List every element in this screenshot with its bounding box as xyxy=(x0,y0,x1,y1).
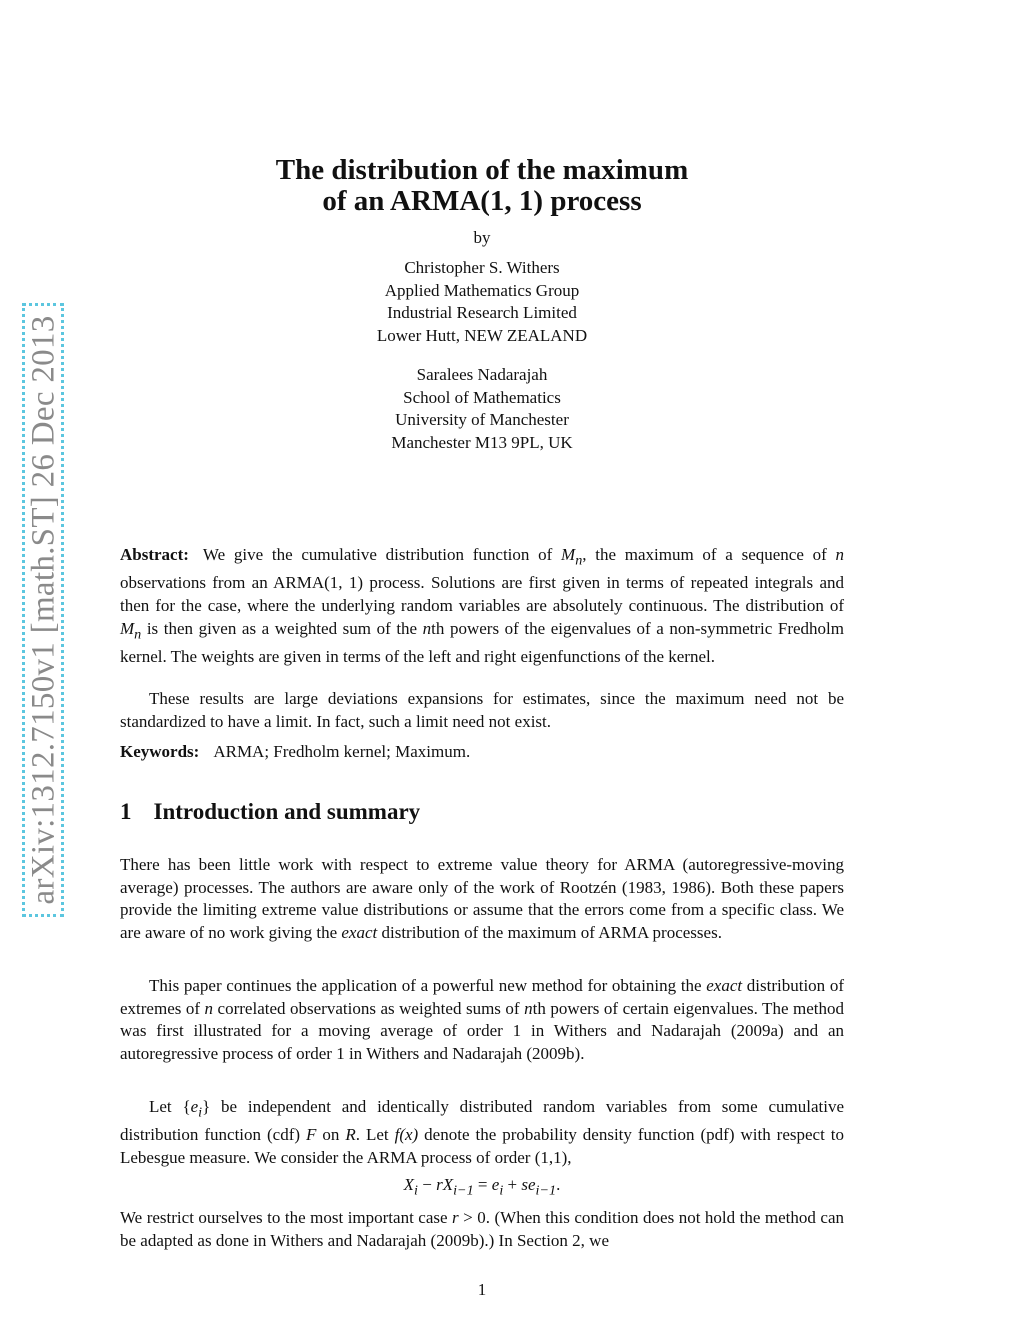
arxiv-stamp: arXiv:1312.7150v1 [math.ST] 26 Dec 2013 xyxy=(25,315,62,905)
intro-paragraph-4: We restrict ourselves to the most important case r > 0. (When this condition does not hold the method can be adapted as done in Withers and Nadarajah (2009b).) In Section 2, we xyxy=(120,1208,844,1250)
keywords-label: Keywords: xyxy=(120,742,200,761)
affiliation-line: University of Manchester xyxy=(395,410,569,429)
keywords-text: ARMA; Fredholm kernel; Maximum. xyxy=(213,742,471,761)
affiliation-line: Industrial Research Limited xyxy=(387,303,577,322)
abstract-paragraph: Abstract: We give the cumulative distribution function of $M_n$, the maximum of a sequence of n observations from an ARMA(1, 1) process. Solutions are first given in terms of repeated integrals and then for the case, where the underlying random variables are absolutely continuous. The distribution of $M_n$ is then given as a weighted sum of the nth powers of the eigenvalues of a non-symmetric Fredholm kernel. The weights are given in terms of the left and right eigenfunctions of the kernel. xyxy=(120,545,845,666)
author-name: Christopher S. Withers xyxy=(404,258,560,277)
section-heading xyxy=(120,799,420,825)
author-name: Saralees Nadarajah xyxy=(416,365,548,384)
page-number: 1 xyxy=(477,1280,487,1299)
arma-equation: $X_i - rX_{i-1} = e_i + se_{i-1}$. xyxy=(403,1175,561,1199)
abstract-paragraph-2: These results are large deviations expansions for estimates, since the maximum need not be standardized to have a limit. In fact, such a limit need not exist. xyxy=(120,689,844,731)
affiliation-line: Applied Mathematics Group xyxy=(384,280,580,300)
title-line-1: The distribution of the maximum xyxy=(275,154,689,186)
intro-paragraph-1: There has been little work with respect to extreme value theory for ARMA (autoregressive-moving average) processes. The authors are aware only of the work of Rootzén (1983, 1986). Both these papers provide the limiting extreme value distributions or assume that the errors come from a specific class. We are aware of no work giving the exact distribution of the maximum of ARMA processes. xyxy=(120,855,844,943)
affiliation-line: Lower Hutt, NEW ZEALAND xyxy=(376,325,588,345)
author-block-2 xyxy=(120,364,844,454)
by-line: by xyxy=(473,228,491,247)
affiliation-line: School of Mathematics xyxy=(403,387,561,407)
title-line-2: of an ARMA(1, 1) process xyxy=(322,185,642,217)
abstract-label: Abstract: xyxy=(120,545,189,564)
affiliation-line: Manchester M13 9PL, UK xyxy=(391,432,573,452)
section-number: 1 xyxy=(120,799,132,824)
intro-paragraph-2: This paper continues the application of a powerful new method for obtaining the exact distribution of extremes of n correlated observations as weighted sums of nth powers of certain eigenvalues. The method was first illustrated for a moving average of order 1 in Withers and Nadarajah (2009a) and an autoregressive process of order 1 in Withers and Nadarajah (2009b). xyxy=(120,976,844,1064)
keywords xyxy=(120,741,844,764)
paper-title xyxy=(120,155,844,217)
author-block-1 xyxy=(120,257,844,347)
intro-paragraph-3: Let $\{e_i\}$ be independent and identically distributed random variables from some cumulative distribution function (cdf) F on R. Let f(x) denote the probability density function (pdf) with respect to Lebesgue measure. We consider the ARMA process of order (1,1), xyxy=(120,1097,844,1167)
section-title: Introduction and summary xyxy=(153,799,421,824)
